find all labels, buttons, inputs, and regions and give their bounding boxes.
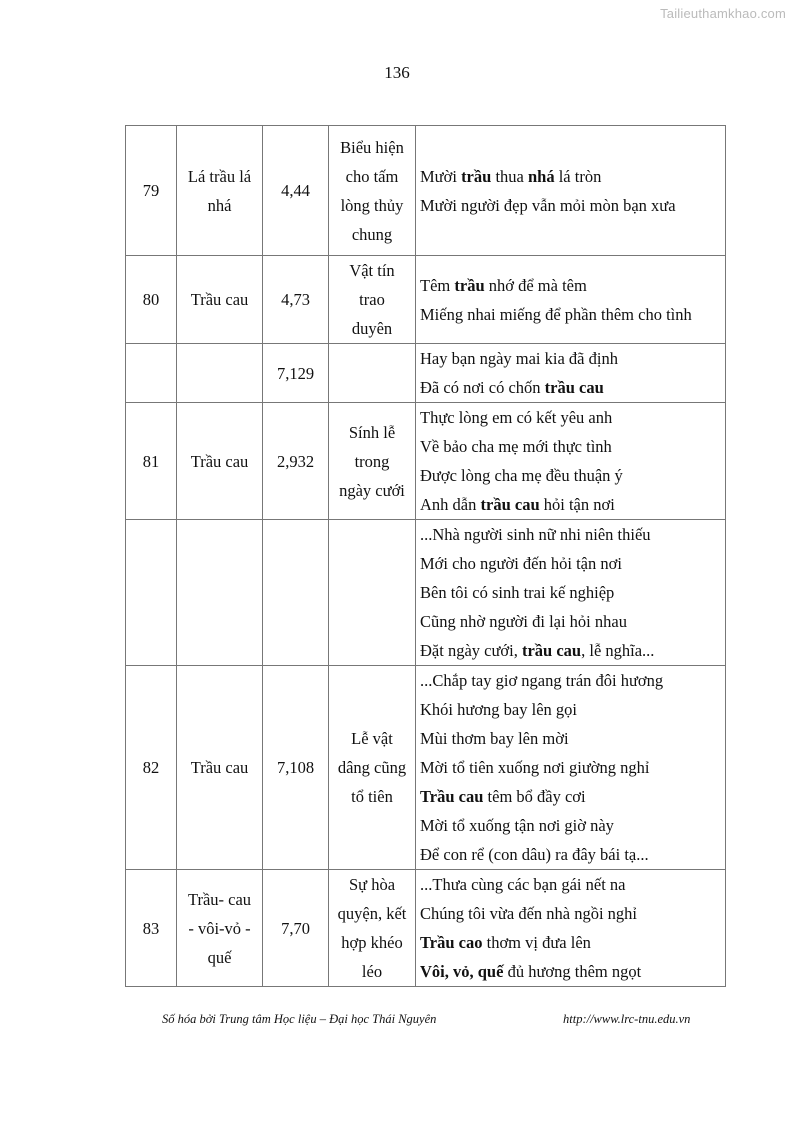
row-number [126, 520, 177, 666]
value-cell: 7,108 [263, 666, 329, 870]
verse-cell [416, 344, 726, 403]
item-line: Lá trầu lá [187, 166, 252, 186]
verse-text: ...Nhà người sinh nữ nhi niên thiếu [420, 525, 651, 544]
verse-text: thơm vị đưa lên [482, 933, 591, 952]
item-line: - vôi-vỏ - [188, 918, 251, 938]
verse-cell [416, 666, 726, 870]
item-line: nhá [207, 195, 232, 215]
meaning-line: Sính lễ [348, 422, 396, 442]
row-number: 82 [126, 666, 177, 870]
item-cell [177, 520, 263, 666]
verse-text: têm bổ đầy cơi [483, 787, 586, 806]
verse-text: đủ hương thêm ngọt [503, 962, 642, 981]
row-number: 81 [126, 403, 177, 520]
bold-keyword: Trầu cao [420, 933, 483, 952]
meaning-line: cho tấm [345, 166, 399, 186]
bold-keyword: trầu cau [521, 641, 582, 660]
verse-text: Đặt ngày cưới, [420, 641, 522, 660]
value-cell: 4,73 [263, 256, 329, 344]
verse-text: Miếng nhai miếng để phần thêm cho tình [420, 304, 692, 324]
verse-cell [416, 520, 726, 666]
table-row [126, 870, 726, 987]
meaning-line: duyên [351, 319, 393, 338]
table-row [126, 666, 726, 870]
item-line: Trầu- cau [187, 889, 252, 909]
verse-line [420, 432, 721, 461]
item-cell [177, 344, 263, 403]
verse-line [420, 607, 721, 636]
verse-line [420, 899, 721, 928]
footer-link[interactable]: http://www.lrc-tnu.edu.vn [563, 1012, 691, 1026]
item-line: quế [207, 947, 232, 967]
item-line: Trầu cau [190, 451, 249, 471]
verse-text: Cũng nhờ người đi lại hỏi nhau [420, 612, 627, 631]
value-cell: 7,129 [263, 344, 329, 403]
meaning-line: chung [351, 224, 393, 244]
table-row [126, 344, 726, 403]
bold-keyword: trầu [461, 166, 492, 186]
verse-text: Được lòng cha mẹ đều thuận ý [420, 466, 623, 485]
meaning-line: Vật tín [349, 261, 395, 280]
meaning-line: lòng thủy [340, 195, 404, 215]
meaning-line: dâng cũng [337, 758, 407, 777]
meaning-line: Sự hòa [348, 875, 396, 894]
verse-line [420, 811, 721, 840]
table-row [126, 403, 726, 520]
verse-text: Mời tổ xuống tận nơi giờ này [420, 816, 614, 835]
bold-keyword: trầu cau [544, 378, 604, 397]
verse-line [420, 666, 721, 695]
value-cell: 4,44 [263, 126, 329, 256]
row-number: 83 [126, 870, 177, 987]
meaning-cell [329, 520, 416, 666]
data-table [125, 125, 726, 987]
verse-line [420, 191, 721, 220]
verse-text: Mùi thơm bay lên mời [420, 729, 569, 748]
verse-text: Têm [420, 275, 455, 295]
meaning-line: tổ tiên [351, 787, 393, 806]
verse-text: lá tròn [554, 166, 602, 186]
verse-line [420, 300, 721, 329]
verse-line [420, 957, 721, 986]
verse-text: Anh dẫn [420, 495, 481, 514]
meaning-cell [329, 666, 416, 870]
verse-line [420, 840, 721, 869]
item-cell [177, 666, 263, 870]
meaning-line: léo [361, 962, 383, 981]
verse-line [420, 724, 721, 753]
meaning-line: hợp khéo [341, 933, 403, 952]
item-line: Trầu cau [190, 758, 249, 777]
watermark: Tailieuthamkhao.com [660, 6, 786, 21]
verse-text: ...Chắp tay giơ ngang trán đôi hương [420, 671, 664, 690]
table-row [126, 256, 726, 344]
meaning-cell [329, 870, 416, 987]
verse-line [420, 162, 721, 191]
meaning-cell [329, 344, 416, 403]
verse-text: Mười người đẹp vẫn mỏi mòn bạn xưa [420, 195, 676, 215]
meaning-cell [329, 403, 416, 520]
verse-line [420, 636, 721, 665]
bold-keyword: trầu cau [480, 495, 540, 514]
footer-source: Số hóa bởi Trung tâm Học liệu – Đại học Thái Nguyên [162, 1012, 437, 1026]
bold-keyword: nhá [527, 166, 555, 186]
meaning-line: trong [354, 451, 390, 471]
verse-line [420, 870, 721, 899]
verse-line [420, 549, 721, 578]
bold-keyword: trầu [454, 275, 485, 295]
verse-text: thua [491, 166, 528, 186]
verse-line [420, 695, 721, 724]
verse-line [420, 578, 721, 607]
item-cell [177, 403, 263, 520]
row-number [126, 344, 177, 403]
meaning-line: Biểu hiện [340, 137, 404, 157]
verse-line [420, 490, 721, 519]
verse-text: , lễ nghĩa... [581, 641, 655, 660]
verse-text: Để con rể (con dâu) ra đây bái tạ... [420, 845, 649, 864]
verse-text: Mời tổ tiên xuống nơi giường nghỉ [420, 758, 650, 777]
meaning-line: quyện, kết [337, 904, 407, 923]
verse-text: Đã có nơi có chốn [420, 378, 545, 397]
verse-text: ...Thưa cùng các bạn gái nết na [420, 875, 626, 894]
item-line: Trầu cau [190, 290, 249, 309]
value-cell [263, 520, 329, 666]
verse-text: hỏi tận nơi [539, 495, 615, 514]
table-row [126, 126, 726, 256]
verse-line [420, 373, 721, 402]
verse-text: Mới cho người đến hỏi tận nơi [420, 554, 622, 573]
meaning-cell [329, 256, 416, 344]
item-cell [177, 256, 263, 344]
bold-keyword: Vôi, vỏ, quế [420, 962, 504, 981]
verse-cell [416, 126, 726, 256]
verse-line [420, 928, 721, 957]
row-number: 79 [126, 126, 177, 256]
item-cell [177, 126, 263, 256]
verse-line [420, 461, 721, 490]
meaning-line: trao [359, 290, 385, 309]
verse-text: Hay bạn ngày mai kia đã định [420, 349, 618, 368]
verse-line [420, 271, 721, 300]
verse-line [420, 782, 721, 811]
table-row [126, 520, 726, 666]
verse-text: Chúng tôi vừa đến nhà ngồi nghỉ [420, 904, 638, 923]
verse-text: Thực lòng em có kết yêu anh [420, 408, 613, 427]
page-number: 136 [384, 63, 410, 82]
verse-cell [416, 403, 726, 520]
item-cell [177, 870, 263, 987]
bold-keyword: Trầu cau [420, 787, 484, 806]
verse-line [420, 344, 721, 373]
verse-line [420, 520, 721, 549]
verse-text: nhớ để mà têm [484, 275, 587, 295]
verse-text: Bên tôi có sinh trai kế nghiệp [420, 583, 615, 602]
meaning-cell [329, 126, 416, 256]
verse-text: Mười [420, 166, 462, 186]
value-cell: 2,932 [263, 403, 329, 520]
meaning-line: ngày cưới [339, 480, 405, 500]
verse-line [420, 403, 721, 432]
meaning-line: Lễ vật [351, 729, 393, 748]
verse-line [420, 753, 721, 782]
verse-cell [416, 256, 726, 344]
verse-text: Về bảo cha mẹ mới thực tình [420, 437, 612, 456]
value-cell: 7,70 [263, 870, 329, 987]
verse-cell [416, 870, 726, 987]
row-number: 80 [126, 256, 177, 344]
verse-text: Khói hương bay lên gọi [420, 700, 577, 719]
